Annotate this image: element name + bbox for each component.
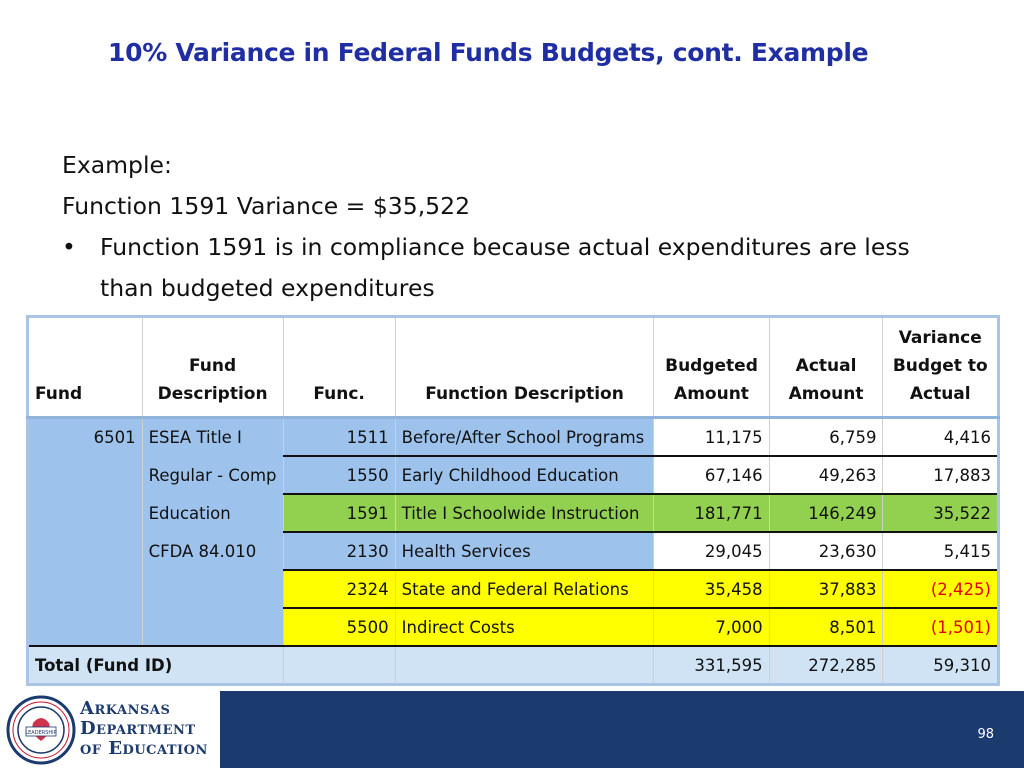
total-budgeted: 331,595 <box>654 646 769 685</box>
header-variance: Variance Budget to Actual <box>883 317 999 418</box>
logo-line-3: of Education <box>80 738 208 759</box>
total-actual: 272,285 <box>769 646 883 685</box>
func-cell: 1550 <box>283 456 395 494</box>
fund-id-cell <box>28 608 143 646</box>
budgeted-cell: 29,045 <box>654 532 769 570</box>
func-cell: 5500 <box>283 608 395 646</box>
fund-id-cell <box>28 494 143 532</box>
fund-id-cell <box>28 456 143 494</box>
budgeted-cell: 11,175 <box>654 418 769 457</box>
fund-desc-cell: Education <box>142 494 283 532</box>
header-function-description: Function Description <box>395 317 654 418</box>
page-number: 98 <box>977 727 994 742</box>
budgeted-cell: 7,000 <box>654 608 769 646</box>
actual-cell: 6,759 <box>769 418 883 457</box>
func-cell: 2324 <box>283 570 395 608</box>
total-label: Total (Fund ID) <box>28 646 284 685</box>
total-desc-cell <box>395 646 654 685</box>
bullet-text: Function 1591 is in compliance because actual expenditures are less than budgeted expenditures <box>100 233 910 302</box>
actual-cell: 146,249 <box>769 494 883 532</box>
logo-line-1: Arkansas <box>80 698 171 719</box>
header-actual: Actual Amount <box>769 317 883 418</box>
slide-body <box>62 145 962 309</box>
footer-bar <box>220 691 1024 768</box>
bullet-icon: • <box>62 233 76 261</box>
header-fund: Fund <box>28 317 143 418</box>
bullet-item <box>62 227 962 309</box>
logo-wordmark <box>80 699 208 759</box>
header-budgeted: Budgeted Amount <box>654 317 769 418</box>
actual-cell: 49,263 <box>769 456 883 494</box>
variance-cell: 4,416 <box>883 418 999 457</box>
budgeted-cell: 35,458 <box>654 570 769 608</box>
header-fund-description: Fund Description <box>142 317 283 418</box>
func-cell: 2130 <box>283 532 395 570</box>
func-desc-cell: Before/After School Programs <box>395 418 654 457</box>
fund-desc-cell: CFDA 84.010 <box>142 532 283 570</box>
header-func: Func. <box>283 317 395 418</box>
fund-desc-cell: ESEA Title I <box>142 418 283 457</box>
func-cell: 1591 <box>283 494 395 532</box>
func-cell: 1511 <box>283 418 395 457</box>
func-desc-cell: Title I Schoolwide Instruction <box>395 494 654 532</box>
total-row <box>28 646 999 685</box>
table-row <box>28 532 999 570</box>
variance-cell: 17,883 <box>883 456 999 494</box>
actual-cell: 23,630 <box>769 532 883 570</box>
total-func-cell <box>283 646 395 685</box>
fund-desc-cell <box>142 608 283 646</box>
budgeted-cell: 181,771 <box>654 494 769 532</box>
table-row <box>28 418 999 457</box>
table-row <box>28 570 999 608</box>
variance-cell: (2,425) <box>883 570 999 608</box>
func-desc-cell: State and Federal Relations <box>395 570 654 608</box>
seal-inner-text: LEADERSHIP <box>25 730 57 736</box>
func-desc-cell: Indirect Costs <box>395 608 654 646</box>
variance-cell: 5,415 <box>883 532 999 570</box>
fund-desc-cell <box>142 570 283 608</box>
seal-icon <box>6 695 76 765</box>
slide-title: 10% Variance in Federal Funds Budgets, cont. Example <box>108 38 869 67</box>
actual-cell: 8,501 <box>769 608 883 646</box>
actual-cell: 37,883 <box>769 570 883 608</box>
func-desc-cell: Early Childhood Education <box>395 456 654 494</box>
variance-cell: 35,522 <box>883 494 999 532</box>
budget-table <box>26 315 1000 686</box>
table-row <box>28 456 999 494</box>
fund-id-cell <box>28 570 143 608</box>
logo-line-2: Department <box>80 718 196 739</box>
ade-logo <box>0 691 220 768</box>
variance-cell: (1,501) <box>883 608 999 646</box>
fund-id-cell: 6501 <box>28 418 143 457</box>
table-header-row <box>28 317 999 418</box>
total-variance: 59,310 <box>883 646 999 685</box>
example-label: Example: <box>62 151 172 179</box>
func-desc-cell: Health Services <box>395 532 654 570</box>
budgeted-cell: 67,146 <box>654 456 769 494</box>
table-row <box>28 494 999 532</box>
fund-id-cell <box>28 532 143 570</box>
fund-desc-cell: Regular - Comp <box>142 456 283 494</box>
variance-statement: Function 1591 Variance = $35,522 <box>62 192 471 220</box>
table-row <box>28 608 999 646</box>
